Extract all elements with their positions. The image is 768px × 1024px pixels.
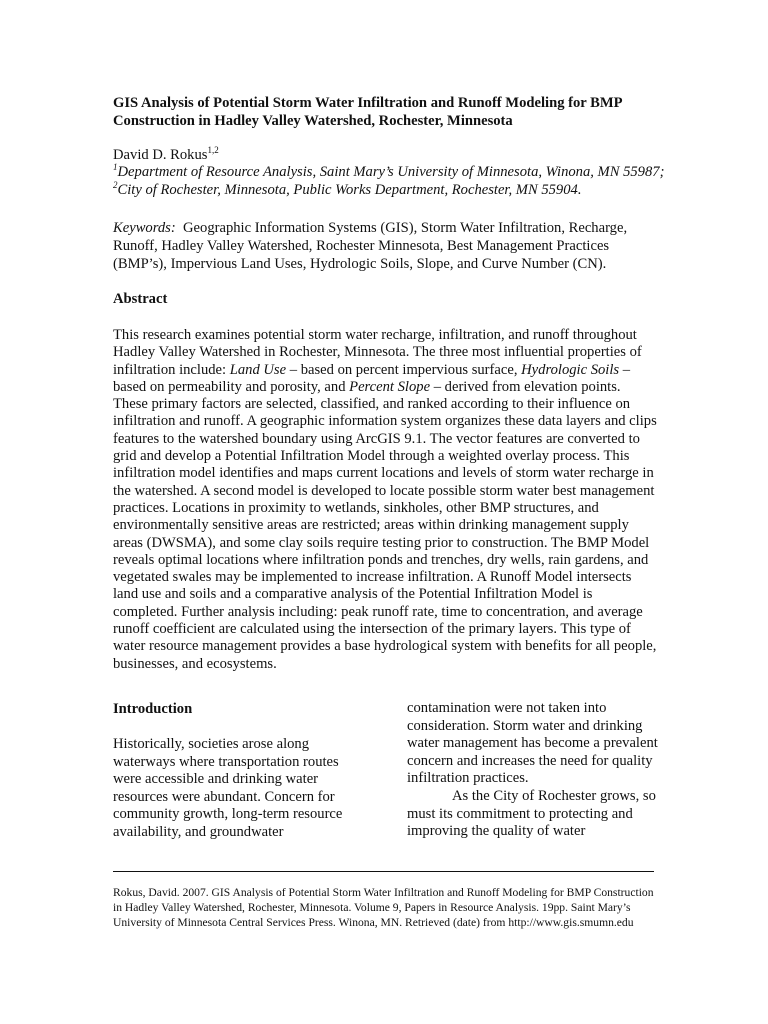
abstract-term-percent-slope: Percent Slope bbox=[349, 378, 431, 395]
author-name: David D. Rokus bbox=[113, 147, 208, 163]
abstract-body bbox=[113, 327, 658, 673]
affiliations bbox=[113, 163, 673, 199]
abstract-part-1: This research examines potential storm water recharge, infiltration, and runoff throughout Hadley Valley Watershed in Rochester, Minnesota. The three most influential properties of infiltration include: bbox=[113, 327, 642, 378]
introduction-paragraph-1: Historically, societies arose along waterways where transportation routes were accessible and drinking water resources were abundant. Concern for community growth, long-term resource availability, and groundwater bbox=[113, 736, 343, 840]
abstract-term-hydrologic-soils: Hydrologic Soils bbox=[521, 361, 620, 378]
citation-footnote: Rokus, David. 2007. GIS Analysis of Potential Storm Water Infiltration and Runoff Modeling for BMP Construction in Hadley Valley Watershed, Rochester, Minnesota. Volume 9, Papers in Resource Analysis. 19pp. Saint Mary’s University of Minnesota Central Services Press. Winona, MN. Retrieved (date) from http://www.gis.smumn.edu bbox=[113, 886, 654, 930]
keywords-text: Geographic Information Systems (GIS), Storm Water Infiltration, Recharge, Runoff, Hadley Valley Watershed, Rochester Minnesota, Best Management Practices (BMP’s), Impervious Land Uses, Hydrologic Soils, Slope, and Curve Number (CN). bbox=[113, 220, 628, 272]
abstract-part-3: – based on permeability and porosity, and bbox=[113, 361, 631, 395]
affiliation-2-marker: 2 bbox=[113, 180, 118, 191]
abstract-part-2: – based on percent impervious surface, bbox=[286, 361, 522, 378]
affiliation-2: City of Rochester, Minnesota, Public Works Department, Rochester, MN 55904. bbox=[117, 182, 582, 198]
paper-title: GIS Analysis of Potential Storm Water Infiltration and Runoff Modeling for BMP Construction in Hadley Valley Watershed, Rochester, Minnesota bbox=[113, 95, 622, 129]
abstract-term-land-use: Land Use bbox=[229, 361, 287, 378]
affiliation-1: Department of Resource Analysis, Saint Mary’s University of Minnesota, Winona, MN 55987; bbox=[117, 164, 665, 180]
keywords-label: Keywords: bbox=[113, 220, 176, 236]
affiliation-1-marker: 1 bbox=[113, 162, 118, 173]
keywords-block bbox=[113, 219, 658, 273]
author-line bbox=[113, 146, 673, 164]
footnote-divider bbox=[113, 871, 654, 872]
introduction-heading: Introduction bbox=[113, 701, 193, 717]
author-superscript: 1,2 bbox=[207, 145, 219, 156]
introduction-column-right bbox=[407, 700, 659, 841]
introduction-paragraph-2: As the City of Rochester grows, so must its commitment to protecting and improving the quality of water bbox=[407, 787, 656, 840]
introduction-column-left bbox=[113, 700, 363, 842]
abstract-heading: Abstract bbox=[113, 291, 168, 307]
abstract-part-4: – derived from elevation points. These primary factors are selected, classified, and ranked according to their influence on infiltration and runoff. A geographic information system organizes these data layers and clips features to the watershed boundary using ArcGIS 9.1. The vector features are converted to grid and develop a Potential Infiltration Model through a weighted overlay process. This infiltration model identifies and maps current locations and levels of storm water recharge in the watershed. A second model is developed to locate possible storm water best management practices. Locations in proximity to wetlands, sinkholes, other BMP structures, and environmentally sensitive areas are restricted; areas within drinking management supply areas (DWSMA), and some clay soils require testing prior to construction. The BMP Model reveals optimal locations where infiltration ponds and trenches, dry wells, rain gardens, and vegetated swales may be implemented to increase infiltration. A Runoff Model intersects land use and soils and a comparative analysis of the Potential Infiltration Model is completed. Further analysis including: peak runoff rate, time to concentration, and average runoff coefficient are calculated using the intersection of the primary layers. This type of water resource management provides a base hydrological system with benefits for all people, businesses, and ecosystems. bbox=[113, 378, 657, 672]
introduction-paragraph-1-cont: contamination were not taken into consideration. Storm water and drinking water management has become a prevalent concern and increases the need for quality infiltration practices. bbox=[407, 700, 658, 787]
